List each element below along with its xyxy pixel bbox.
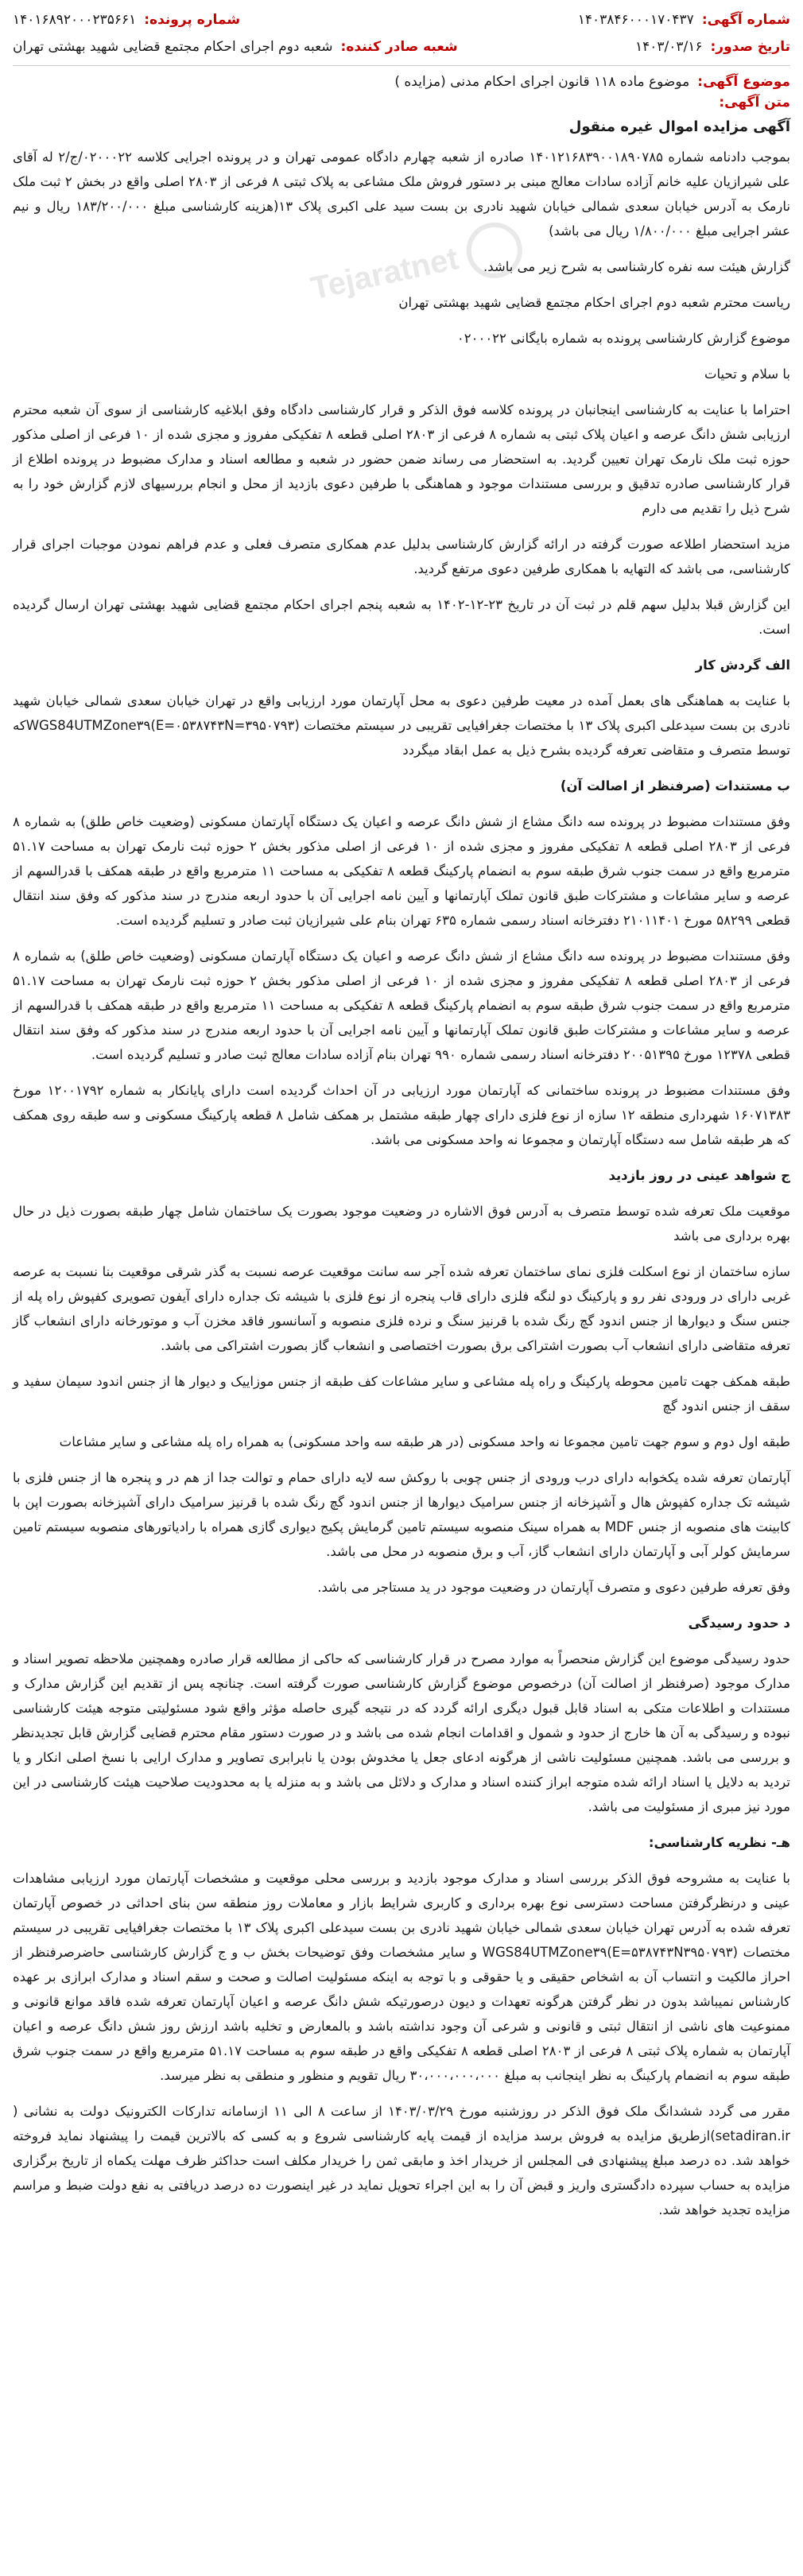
paragraph: گزارش هیئت سه نفره کارشناسی به شرح زیر می باشد. bbox=[483, 259, 790, 274]
paragraph: با عنایت به هماهنگی های بعمل آمده در معیت طرفین دعوی به محل آپارتمان مورد ارزیابی واقع در تهران خیابان سعدی شمالی خیابان شهید نادری بن بست سیدعلی اکبری پلاک ۱۳ با مختصات جغرافیایی تقریبی در سیستم مختصات (E=۰۵۳۸۷۴۳N=۳۹۵۰۷۹۳)WGS84UTMZone۳۹که توسط متصرف و متقاضی تعرفه گردیده بشرح ذیل به عمل ابقاد میگردد bbox=[13, 693, 790, 758]
issuing-branch-value: شعبه دوم اجرای احکام مجتمع قضایی شهید بهشتی تهران bbox=[13, 39, 333, 55]
header-row-2 bbox=[13, 33, 790, 60]
section-heading: الف گردش کار bbox=[695, 658, 790, 673]
subject-row bbox=[13, 74, 790, 90]
case-number-field bbox=[13, 12, 240, 28]
paragraph: آپارتمان تعرفه شده یکخوابه دارای درب ورودی از جنس چوبی با روکش سه لایه دارای حمام و توالت جدا از هم در و پنجره ها از جنس فلزی با شیشه تک جداره کفپوش هال و آشپزخانه از جنس سرامیک دیوارها از جنس اندود گچ رنگ شده با قرنیز سرامیک دارای آشپزخانه بصورت اپن با کابینت های منصوبه از جنس MDF به همراه سینک منصوبه سیستم تامین گرمایش پکیج دیواری گازی همراه با رادیاتورهای منصوبه سیستم تامین سرمایش کولر آبی و آپارتمان دارای انشعاب گاز، آب و برق منصوبه در محل می باشد. bbox=[13, 1470, 791, 1559]
paragraph: این گزارش قبلا بدلیل سهم قلم در ثبت آن در تاریخ ۲۳-۱۲-۱۴۰۲ به شعبه پنجم اجرای احکام مجتمع قضایی شهید بهشتی تهران ارسال گردیده است. bbox=[13, 597, 790, 637]
notice-header bbox=[13, 6, 790, 66]
paragraph: با سلام و تحیات bbox=[704, 367, 790, 382]
section-heading: د حدود رسیدگی bbox=[688, 1616, 790, 1631]
paragraph: وفق تعرفه طرفین دعوی و متصرف آپارتمان در وضعیت موجود در ید مستاجر می باشد. bbox=[317, 1580, 790, 1595]
paragraph: بموجب دادنامه شماره ۱۴۰۱۲۱۶۸۳۹۰۰۱۸۹۰۷۸۵ صادره از شعبه چهارم دادگاه عمومی تهران و در پرونده اجرایی کلاسه ۰۲۰۰۰۲۲/ج/۲ له آقای علی شیرازیان علیه خانم آزاده سادات معالج مبنی بر دستور فروش ملک مشاعی به پلاک ثبتی ۸ فرعی از ۲۸۰۳ اصلی واقع در بخش ۲ ثبت ملک نارمک به آدرس خیابان سعدی شمالی خیابان شهید نادری بن بست سید علی اکبری پلاک ۱۳(هزینه کارشناسی مبلغ ۱۸۳/۲۰۰/۰۰۰ ریال و نیم عشر اجرایی مبلغ ۱/۸۰۰/۰۰۰ ریال می باشد) bbox=[13, 149, 790, 239]
paragraph: موضوع گزارش کارشناسی پرونده به شماره بایگانی ۰۲۰۰۰۲۲ bbox=[456, 331, 790, 346]
paragraph: طبقه اول دوم و سوم جهت تامین مجموعا نه واحد مسکونی (در هر طبقه سه واحد مسکونی) به همراه راه پله مشاعی و سایر مشاعات bbox=[59, 1434, 790, 1449]
paragraph: مزید استحضار اطلاعه صورت گرفته در ارائه گزارش کارشناسی بدلیل عدم همکاری متصرف فعلی و عدم فراهم نمودن موجبات اجرای قرار کارشناسی، می باشد که التهایه با همکاری طرفین دعوی مرتفع گردید. bbox=[13, 537, 790, 576]
ad-number-field bbox=[578, 12, 790, 28]
ad-number-value: ۱۴۰۳۸۴۶۰۰۰۱۷۰۴۳۷ bbox=[577, 12, 694, 28]
subject-label: موضوع آگهی: bbox=[697, 74, 790, 90]
issue-date-label: تاریخ صدور: bbox=[710, 39, 790, 55]
case-number-value: ۱۴۰۱۶۸۹۲۰۰۰۲۳۵۶۶۱ bbox=[13, 12, 137, 28]
issue-date-field bbox=[635, 39, 790, 55]
subject-value: موضوع ماده ۱۱۸ قانون اجرای احکام مدنی (مزایده ) bbox=[394, 74, 690, 90]
case-number-label: شماره پرونده: bbox=[144, 12, 241, 28]
notice-meta bbox=[13, 74, 790, 135]
paragraph: طبقه همکف جهت تامین محوطه پارکینگ و راه پله مشاعی و سایر مشاعات کف طبقه از جنس موزاییک و دیوار ها از جنس اندود سیمان سفید و سقف از جنس اندود گچ bbox=[13, 1374, 790, 1414]
ad-title: آگهی مزایده اموال غیره منقول bbox=[568, 118, 790, 135]
paragraph: ریاست محترم شعبه دوم اجرای احکام مجتمع قضایی شهید بهشتی تهران bbox=[398, 295, 790, 310]
section-heading: هـ- نظریه کارشناسی: bbox=[648, 1835, 790, 1850]
issuing-branch-label: شعبه صادر کننده: bbox=[340, 39, 458, 55]
paragraph: وفق مستندات مضبوط در پرونده سه دانگ مشاع از شش دانگ عرصه و اعیان یک دستگاه آپارتمان مسکونی (وضعیت خاص طلق) به شماره ۸ فرعی از ۲۸۰۳ اصلی قطعه ۸ تفکیکی مفروز و مجزی شده از ۱۰ فرعی از اصلی مذکور بخش ۲ حوزه ثبت نارمک تهران به مساحت ۵۱.۱۷ مترمربع واقع در سمت جنوب شرق طبقه سوم به انضمام پارکینگ قطعه ۸ تفکیکی به مساحت ۱۱ مترمربع واقع در طبقه همکف با قدرالسهم از عرصه و سایر مشاعات و مشترکات طبق قانون تملک آپارتمانها و آیین نامه اجرایی آن با حدود اربعه مندرج در سند مذکور که وفق سند انتقال قطعی ۱۲۳۷۸ مورخ ۲۰۰۵۱۳۹۵ دفترخانه اسناد رسمی شماره ۹۹۰ تهران بنام آزاده سادات معالج ثبت صادر و تسلیم گردیده است. bbox=[13, 949, 790, 1062]
paragraph: حدود رسیدگی موضوع این گزارش منحصراً به موارد مصرح در قرار کارشناسی که حاکی از مطالعه قرار صادره وهمچنین ملاحظه تصویر اسناد و مدارک موجود (صرفنظر از اصالت آن) درخصوص موضوع گزارش کارشناسی صورت گرفته است. چنانچه پس از تقدیم این گزارش مدارک و مستندات و اطلاعات متکی به اسناد قابل قبول دیگری ارائه گردد که در نتیجه گیری حاصله مؤثر واقع شود مسئولیتی متوجه هیئت کارشناسی نبوده و رسیدگی به آن ها خارج از حدود و شمول و اقدامات انجام شده می باشد و در صورت دستور مقام محترم قضایی گزارش قابل تجدیدنظر و بررسی می باشد. همچنین مسئولیت ناشی از هرگونه ادعای جعل یا مخدوش بودن یا نابرابری تصاویر و مدارک ارایی با نسخ اصلی انکار و یا تردید به دلایل یا اسناد ارائه شده متوجه ابراز کننده اسناد و مدارک و دلائل می باشد و به منزله یا به محدودیت صلاحیت هیئت کارشناسی در این مورد نیز مبری از مسئولیت می باشد. bbox=[13, 1651, 790, 1814]
issuing-branch-field bbox=[13, 39, 458, 55]
paragraph: با عنایت به مشروحه فوق الذکر بررسی اسناد و مدارک موجود بازدید و بررسی محلی موقعیت و مشخصات آپارتمان مورد ارزیابی مشاهدات عینی و درنظرگرفتن مساحت دسترسی نوع بهره برداری و کاربری شرایط بازار و معاملات روز منطقه سن بنای احداثی در خصوص آپارتمان تعرفه شده به آدرس تهران خیابان سعدی شمالی خیابان شهید نادری بن بست سیدعلی اکبری پلاک ۱۳ با مختصات جغرافیایی تقریبی در سیستم مختصات (E=۵۳۸۷۴۳N۳۹۵۰۷۹۳)WGS84UTMZone۳۹ و سایر مشخصات وفق توضیحات بخش ب و ج گزارش کارشناسی حاضرصرفنظر از احراز مالکیت و انتساب آن به اشخاص حقیقی و یا حقوقی و با توجه به اینکه مسئولیت اصالت و صحت و سقم اسناد و مدارک ابرازی بر عهده کارشناس نمیباشد بدون در نظر گرفتن هرگونه تعهدات و دیون درصورتیکه شش دانگ عرصه و اعیان آپارتمان تعرفه شده فاقد موانع قانونی و ممنوعیت های ناشی از انتقال ثبتی و قانونی و شرعی آن وجود نداشته باشد و بالمعارض و تخلیه باشد ارزش روز شش دانگ عرصه و اعیان آپارتمان به شماره پلاک ثبتی ۸ فرعی از ۲۸۰۳ اصلی قطعه ۸ تفکیکی واقع در طبقه سوم به مساحت ۵۱.۱۷ مترمربع واقع در سمت جنوب شرق طبقه سوم به انضمام پارکینگ به نظر اینجانب به مبلغ ۳۰،۰۰۰،۰۰۰،۰۰۰ ریال تقویم و منظور و منطقی به نظر میرسد. bbox=[13, 1871, 791, 2083]
paragraph: احتراما با عنایت به کارشناسی اینجانبان در پرونده کلاسه فوق الذکر و قرار کارشناسی دادگاه وفق ابلاغیه کارشناسی از سوی آن شعبه محترم ارزیابی شش دانگ عرصه و اعیان پلاک ثبتی به شماره ۸ فرعی از ۲۸۰۳ اصلی قطعه ۸ تفکیکی مفروز و مجزی شده از ۱۰ فرعی از اصلی مذکور حوزه ثبت ملک نارمک تهران تعیین گردید. به استحضار می رساند ضمن حضور در شعبه و مطالعه اسناد و مدارک مضبوط در پرونده اطلاع از قرار کارشناسی صادره تدقیق و بررسی مستندات موجود و هماهنگی با طرفین دعوی بازدید از محل و انجام بررسیهای لازم گزارش خود را به شرح ذیل را تقدیم می دارم bbox=[13, 402, 790, 516]
paragraph: وفق مستندات مضبوط در پرونده ساختمانی که آپارتمان مورد ارزیابی در آن احداث گردیده است دارای پایانکار به شماره ۱۲۰۰۱۷۹۲ مورخ ۱۶۰۷۱۳۸۳ شهرداری منطقه ۱۲ سازه از نوع فلزی دارای چهار طبقه مشتمل بر همکف شامل ۸ قطعه پارکینگ مسکونی و سه طبقه روی همکف که هر طبقه شامل سه دستگاه آپارتمان و مجموعا نه واحد مسکونی می باشد. bbox=[13, 1083, 791, 1147]
paragraph: سازه ساختمان از نوع اسکلت فلزی نمای ساختمان تعرفه شده آجر سه سانت موقعیت عرصه نسبت به گذر شرقی موقعیت بنا نسبت به عرصه غربی دارای در ورودی نفر رو و پارکینگ دو لنگه فلزی دارای قاب پنجره از نوع فلزی با شیشه تک جداره دارای آیفون تصویری کفپوش راه پله از جنس سنگ و دیوارها از جنس اندود گچ رنگ شده با قرنیز سنگ و نرده فلزی منصوبه و آسانسور فاقد مخزن آب و موتورخانه دارای انشعاب گاز تعرفه متقاضی دارای انشعاب آب بصورت اشتراکی برق بصورت اختصاصی و انشعاب گاز بصورت اشتراکی می باشد. bbox=[13, 1264, 790, 1353]
text-label-row bbox=[13, 95, 790, 111]
text-label: متن آگهی: bbox=[719, 95, 790, 111]
ad-number-label: شماره آگهی: bbox=[701, 12, 790, 28]
header-row-1 bbox=[13, 6, 790, 33]
section-heading: ب مستندات (صرفنظر از اصالت آن) bbox=[560, 778, 790, 793]
notice-body bbox=[13, 145, 790, 2222]
paragraph: وفق مستندات مضبوط در پرونده سه دانگ مشاع از شش دانگ عرصه و اعیان یک دستگاه آپارتمان مسکونی (وضعیت خاص طلق) به شماره ۸ فرعی از ۲۸۰۳ اصلی قطعه ۸ تفکیکی مفروز و مجزی شده از ۱۰ فرعی از اصلی مذکور بخش ۲ حوزه ثبت نارمک تهران به مساحت ۵۱.۱۷ مترمربع واقع در سمت جنوب شرق طبقه سوم به انضمام پارکینگ قطعه ۸ تفکیکی به مساحت ۱۱ مترمربع واقع در طبقه همکف با قدرالسهم از عرصه و سایر مشاعات و مشترکات طبق قانون تملک آپارتمانها و آیین نامه اجرایی آن با حدود اربعه مندرج در سند مذکور که وفق سند انتقال قطعی ۵۸۲۹۹ مورخ ۲۱۰۱۱۴۰۱ دفترخانه اسناد رسمی شماره ۶۳۵ تهران بنام علی شیرازیان ثبت صادر و تسلیم گردیده است. bbox=[13, 814, 790, 928]
paragraph: موقعیت ملک تعرفه شده توسط متصرف به آدرس فوق الاشاره در وضعیت موجود بصورت یک ساختمان شامل چهار طبقه بصورت ذیل در حال بهره برداری می باشد bbox=[13, 1204, 790, 1243]
issue-date-value: ۱۴۰۳/۰۳/۱۶ bbox=[634, 39, 703, 55]
watermark-text: Tejaratnet bbox=[308, 240, 462, 306]
paragraph: مقرر می گردد ششدانگ ملک فوق الذکر در روزشنبه مورخ ۱۴۰۳/۰۳/۲۹ از ساعت ۸ الی ۱۱ ازسامانه تدارکات الکترونیک دولت به نشانی ( setadiran.ir)ازطریق مزایده به فروش برسد مزایده از قیمت پایه کارشناسی شروع و به کسی که بالاترین قیمت را پیشنهاد نماید فروخته خواهد شد. ده درصد مبلغ پیشنهادی فی المجلس از خریدار اخذ و مابقی ثمن را خریدار مکلف است حداکثر ظرف مهلت یکماه از تاریخ برگزاری مزایده به حساب سپرده دادگستری واریز و قبض آن را به این اجراء تحویل نماید در غیر اینصورت ده درصد دریافتی به نفع دولت ضبط و مراسم مزایده تجدید خواهد شد. bbox=[13, 2104, 791, 2217]
section-heading: ج شواهد عینی در روز بازدید bbox=[608, 1168, 790, 1183]
